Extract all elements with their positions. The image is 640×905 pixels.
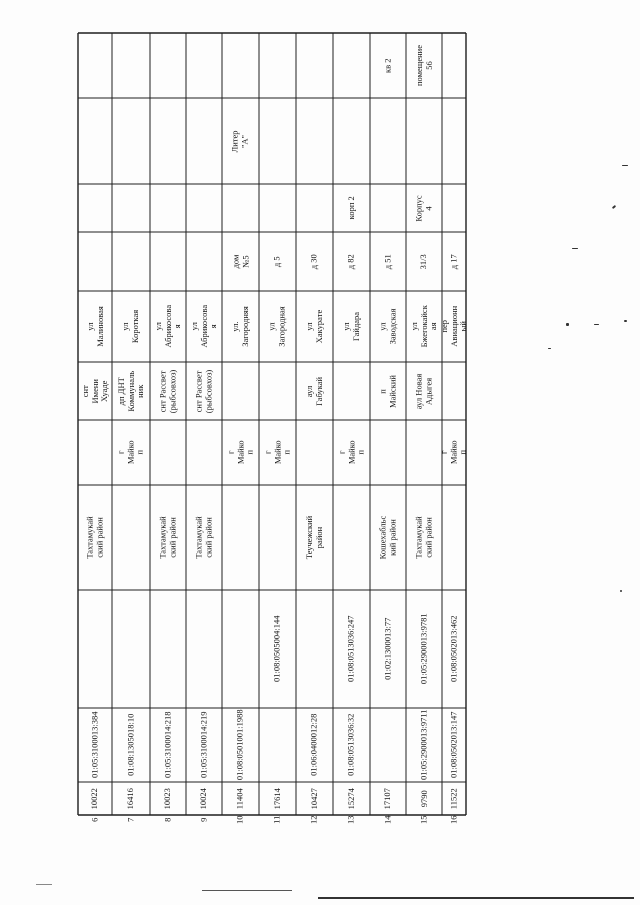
cell-text: 10 (234, 815, 245, 824)
cell-num (370, 815, 406, 825)
cell-liter (222, 98, 259, 184)
cell-house (333, 232, 370, 291)
cell-text: 16 (448, 815, 459, 824)
cell-cad2 (259, 590, 296, 708)
cell-district (442, 485, 466, 590)
cell-text: 16416 (125, 787, 136, 810)
cell-text: ул Заводская (377, 308, 397, 345)
cell-cad2 (78, 590, 112, 708)
cell-building (442, 184, 466, 232)
cell-room (222, 33, 259, 98)
cell-liter (150, 98, 186, 184)
cell-street (150, 291, 186, 362)
cell-liter (370, 98, 406, 184)
cell-settlement (442, 362, 466, 420)
cell-text: 8 (162, 817, 173, 822)
cell-text: ул Хакурате (304, 309, 324, 344)
cell-cad1 (333, 708, 370, 782)
cell-text: помещение 56 (413, 45, 434, 86)
cell-text: 12 (308, 815, 319, 824)
cell-cad2 (222, 590, 259, 708)
cell-room (406, 33, 442, 98)
cell-text: дом №5 (229, 254, 250, 269)
cell-text: 01:05:3100013:384 (89, 711, 100, 779)
cell-text: 11 (271, 815, 282, 824)
cell-building (370, 184, 406, 232)
cell-text: 01:08:1305018:10 (125, 713, 136, 777)
cell-num (333, 815, 370, 825)
cell-liter (442, 98, 466, 184)
scan-speck (594, 324, 599, 325)
cell-room (112, 33, 150, 98)
cell-locality (259, 420, 296, 485)
cell-room (78, 33, 112, 98)
cell-cad1 (296, 708, 333, 782)
cell-num (186, 815, 222, 825)
scan-line (202, 890, 292, 891)
cell-settlement (296, 362, 333, 420)
cell-text: 17107 (382, 787, 393, 810)
cell-text: 13 (345, 815, 356, 824)
cell-text: Тахтамукай ский район (157, 516, 177, 559)
cell-id (112, 782, 150, 815)
cell-building (150, 184, 186, 232)
cell-text: Тахтамукай ский район (413, 516, 433, 559)
cell-cad2 (406, 590, 442, 708)
cell-text: 17614 (271, 787, 282, 810)
cell-text: Корпус 4 (413, 194, 433, 222)
cell-text: г Майко п (438, 440, 468, 465)
cell-liter (296, 98, 333, 184)
cell-text: Тахтамукай ский район (84, 516, 104, 559)
cell-id (442, 782, 466, 815)
cell-settlement (406, 362, 442, 420)
cell-locality (78, 420, 112, 485)
cell-text: г Майко п (262, 440, 292, 465)
cell-cad2 (370, 590, 406, 708)
cell-room (442, 33, 466, 98)
cell-settlement (112, 362, 150, 420)
cell-text: кв 2 (382, 58, 393, 73)
cell-text: п Майский (377, 374, 397, 408)
cell-text: 01:08:0513036:247 (345, 615, 356, 683)
cell-room (370, 33, 406, 98)
cell-text: 01:08:0502013:462 (448, 615, 459, 683)
cell-text: 14 (382, 815, 393, 824)
cell-text: ул Бжегокайск ая (408, 305, 438, 348)
cell-text: 15 (418, 815, 429, 824)
cell-text: ул Загородная (267, 306, 287, 347)
cell-text: 31/3 (418, 253, 429, 270)
cell-liter (406, 98, 442, 184)
cell-num (259, 815, 296, 825)
cell-house (150, 232, 186, 291)
cell-building (406, 184, 442, 232)
cell-house (112, 232, 150, 291)
cell-district (333, 485, 370, 590)
cell-cad2 (150, 590, 186, 708)
cell-district (112, 485, 150, 590)
cell-locality (438, 420, 468, 485)
cell-text: 01:05:3100014:219 (198, 711, 209, 779)
cell-num (442, 815, 466, 825)
cell-text: 9790 (418, 790, 429, 807)
cell-cad2 (296, 590, 333, 708)
scan-line (318, 897, 634, 899)
cell-house (442, 232, 466, 291)
cell-street (296, 291, 333, 362)
cell-building (222, 184, 259, 232)
cell-locality (222, 420, 259, 485)
scan-speck (548, 348, 551, 349)
cell-id (78, 782, 112, 815)
scan-speck (572, 248, 578, 249)
cell-room (259, 33, 296, 98)
scan-speck (622, 165, 628, 166)
cell-street (259, 291, 296, 362)
cell-room (150, 33, 186, 98)
cell-district (296, 485, 333, 590)
cell-text: г Майко п (225, 440, 255, 465)
cell-num (78, 815, 112, 825)
cell-text: снт Имени Хуаде (79, 378, 109, 404)
cell-cad1 (78, 708, 112, 782)
cell-room (296, 33, 333, 98)
cell-id (186, 782, 222, 815)
cell-cad1 (442, 708, 466, 782)
cell-building (259, 184, 296, 232)
cell-text: 10023 (162, 787, 173, 810)
cell-settlement (222, 362, 259, 420)
cell-text: Тахтамукай ский район (193, 516, 213, 559)
cell-text: Теучежский район (304, 515, 324, 560)
cell-num (150, 815, 186, 825)
cell-settlement (78, 362, 112, 420)
cell-text: г Майко п (115, 440, 145, 465)
cell-text: 01:08:0501001:1988 (234, 709, 245, 781)
cell-street (186, 291, 222, 362)
cell-liter (78, 98, 112, 184)
cell-text: 01:06:0400012:28 (308, 713, 319, 777)
cell-room (333, 33, 370, 98)
cell-district (222, 485, 259, 590)
cell-id (333, 782, 370, 815)
cell-text: Литер "А" (230, 129, 250, 153)
cell-id (370, 782, 406, 815)
cell-building (186, 184, 222, 232)
cell-street (370, 291, 406, 362)
cell-street (438, 291, 468, 362)
cell-text: 01:08:0505004:144 (271, 615, 282, 683)
cell-room (186, 33, 222, 98)
cell-text: ул Абрикосова я (152, 305, 182, 348)
cell-text: снт Рассвет (рыбсовхоз) (157, 369, 177, 413)
cell-cad1 (406, 708, 442, 782)
cell-street (333, 291, 370, 362)
cell-text: 01:08:0513036:32 (345, 713, 356, 777)
cell-street (222, 291, 259, 362)
cell-text: аул Габукай (304, 376, 324, 406)
cell-text: 01:08:0502013:147 (448, 711, 459, 779)
scan-line (36, 884, 52, 885)
cell-building (296, 184, 333, 232)
cell-district (186, 485, 222, 590)
cell-house (370, 232, 406, 291)
cell-street (78, 291, 112, 362)
cell-settlement (333, 362, 370, 420)
cell-locality (150, 420, 186, 485)
cell-building (333, 184, 370, 232)
cell-text: Кошехабльс кий район (377, 515, 397, 560)
cell-text: 6 (89, 817, 100, 822)
cell-cad2 (333, 590, 370, 708)
cell-text: д 51 (382, 254, 393, 269)
cell-text: ул Гайдара (341, 311, 361, 342)
cell-house (222, 232, 259, 291)
cell-district (150, 485, 186, 590)
cell-cad2 (442, 590, 466, 708)
cell-text: 10022 (89, 787, 100, 810)
cell-locality (112, 420, 150, 485)
scan-speck (620, 590, 622, 592)
cell-num (112, 815, 150, 825)
cell-text: снт Рассвет (рыбсовхоз) (193, 369, 213, 413)
cell-text: ул Абрикосова я (188, 305, 218, 348)
scan-speck (624, 320, 627, 322)
cell-cad2 (112, 590, 150, 708)
cell-house (296, 232, 333, 291)
cell-text: 11522 (448, 788, 459, 809)
cell-text: д 82 (345, 254, 356, 269)
cell-text: 01:05:2900013:9781 (418, 613, 429, 685)
cell-district (406, 485, 442, 590)
cell-street (112, 291, 150, 362)
cell-building (112, 184, 150, 232)
cell-liter (259, 98, 296, 184)
cell-text: дп ДНТ Коммуналь ник (115, 370, 145, 412)
cell-house (406, 232, 442, 291)
cell-text: аул Новая Адыгея (413, 373, 433, 409)
cell-text: корп 2 (345, 196, 356, 220)
cell-liter (112, 98, 150, 184)
cell-text: д 5 (271, 256, 282, 267)
cell-district (370, 485, 406, 590)
cell-house (186, 232, 222, 291)
cell-locality (296, 420, 333, 485)
cell-street (406, 291, 442, 362)
cell-cad2 (186, 590, 222, 708)
cell-settlement (259, 362, 296, 420)
cell-house (259, 232, 296, 291)
cell-text: ул. Загородняя (230, 306, 250, 347)
cell-text: д 30 (308, 254, 319, 269)
cell-text: пер Авиационн ый (438, 306, 468, 347)
scan-speck (566, 323, 569, 326)
cell-text: ул Короткая (120, 309, 140, 344)
cell-text: 11404 (234, 788, 245, 809)
cell-id (150, 782, 186, 815)
cell-cad1 (150, 708, 186, 782)
cell-settlement (186, 362, 222, 420)
cell-text: 9 (198, 817, 209, 822)
cell-building (78, 184, 112, 232)
cell-text: 01:02:1300013:77 (382, 617, 393, 681)
cell-locality (186, 420, 222, 485)
cell-cad1 (222, 708, 259, 782)
cell-text: д 17 (448, 254, 459, 269)
cell-id (406, 782, 442, 815)
cell-cad1 (186, 708, 222, 782)
cell-text: 01:05:2900013:9711 (418, 709, 429, 781)
cell-district (259, 485, 296, 590)
cell-cad1 (370, 708, 406, 782)
cell-liter (186, 98, 222, 184)
cell-district (78, 485, 112, 590)
cell-liter (333, 98, 370, 184)
cell-num (406, 815, 442, 825)
cell-cad1 (112, 708, 150, 782)
cell-settlement (150, 362, 186, 420)
cell-text: 15274 (345, 787, 356, 810)
cell-id (296, 782, 333, 815)
cell-id (259, 782, 296, 815)
cell-text: 10427 (308, 787, 319, 810)
cell-num (296, 815, 333, 825)
cell-locality (370, 420, 406, 485)
cell-text: ул Малиновая (84, 306, 104, 347)
cell-locality (406, 420, 442, 485)
cell-locality (333, 420, 370, 485)
cell-text: 01:05:3100014:218 (162, 711, 173, 779)
cell-settlement (370, 362, 406, 420)
cell-cad1 (259, 708, 296, 782)
cell-text: 7 (125, 817, 136, 822)
cell-text: г Майко п (336, 440, 366, 465)
cell-house (78, 232, 112, 291)
cell-id (222, 782, 259, 815)
cell-num (222, 815, 259, 825)
cell-text: 10024 (198, 787, 209, 810)
